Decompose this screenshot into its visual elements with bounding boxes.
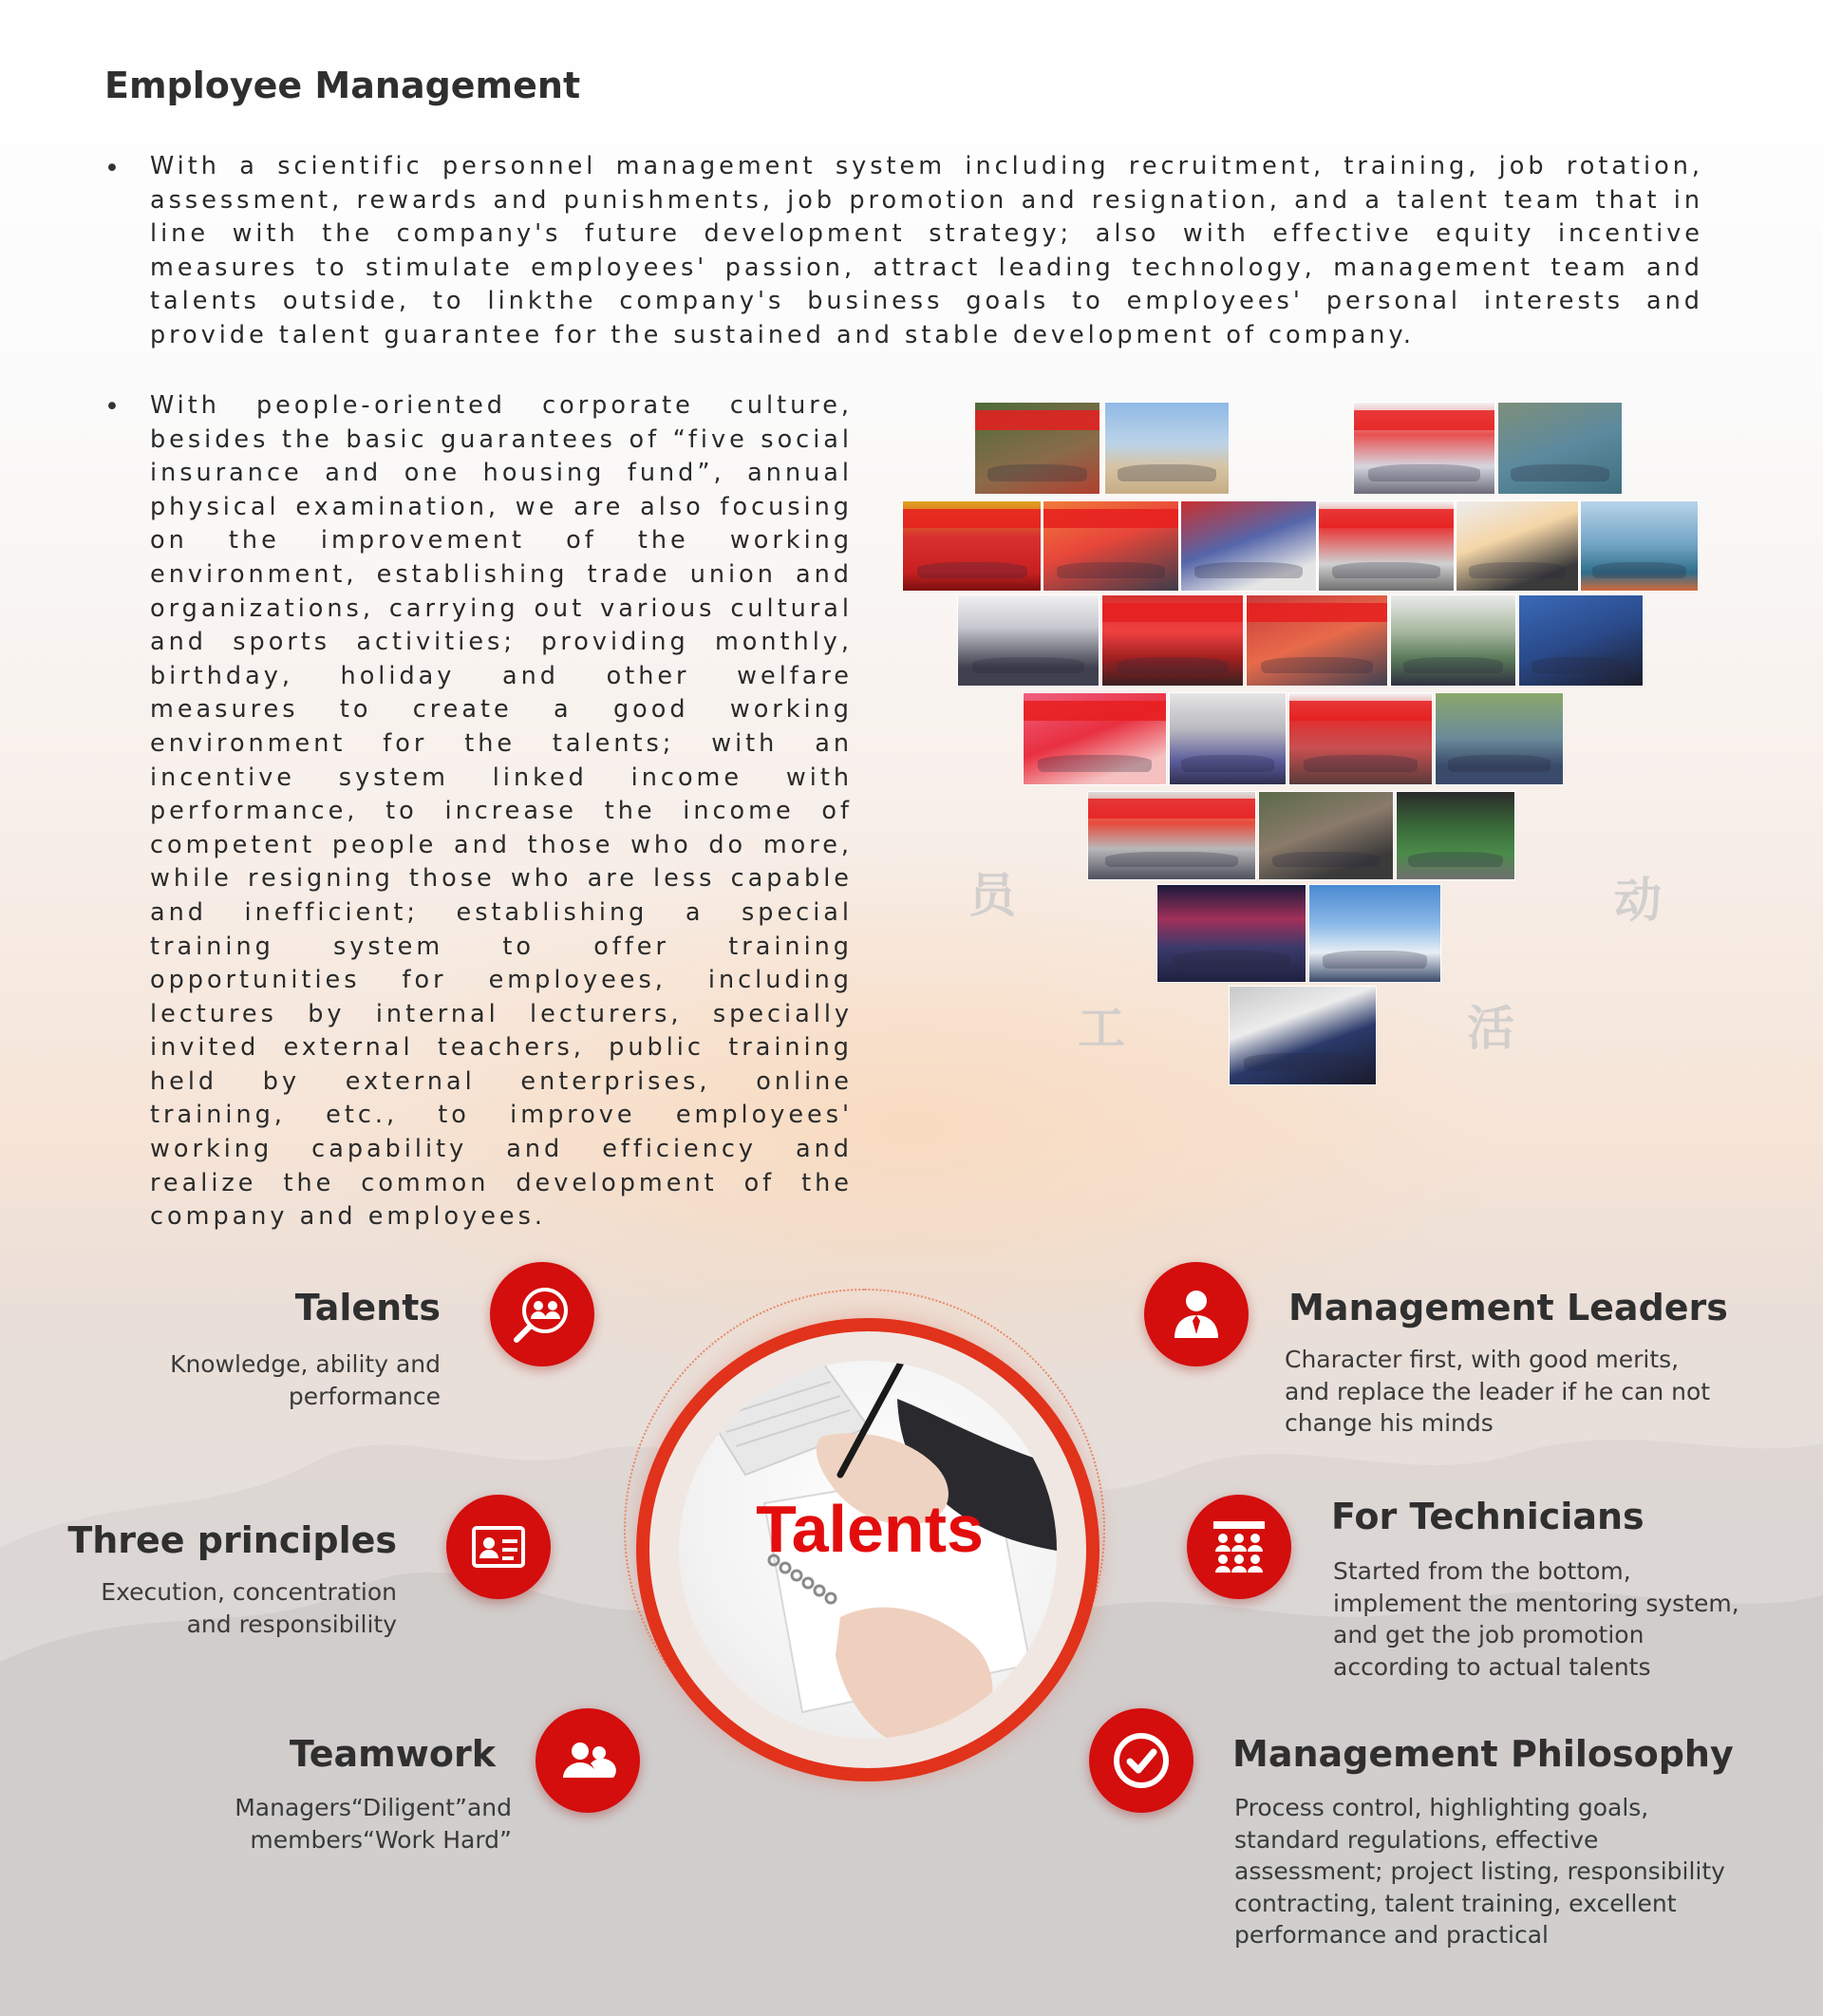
activity-photo [1043,500,1179,592]
talents-desc: Knowledge, ability and performance [170,1350,441,1410]
activity-photo [1308,884,1441,983]
bullet: • [104,154,120,183]
activity-photo [957,594,1099,687]
id-card-icon [470,1518,527,1575]
collage-caption-char: 动 [1614,872,1662,928]
three-principles-desc: Execution, concentration and responsibility [101,1578,397,1638]
talents-icon-badge [490,1262,594,1366]
activity-photo [1229,986,1377,1085]
activity-photo [1180,500,1317,592]
management-philosophy-title: Management Philosophy [1232,1733,1734,1775]
collage-caption-char: 工 [1078,1000,1125,1056]
activity-photo [1518,594,1644,687]
management-leaders-desc: Character first, with good merits, and replace the leader if he can not change his minds [1285,1346,1711,1437]
activity-photo [902,500,1042,592]
activity-photo [1353,402,1495,495]
collage-caption-char: 员 [968,867,1016,923]
activity-photo [1497,402,1623,495]
paragraph-personnel-system: With a scientific personnel management system including recruitment, training, job rotation, assessment, rewards and punishments, job promotion and resignation, and a talent team that in line with the company's future development strategy; also with effective equity incentive measures to stimulate employees' passion, attract leading technology, management team and talents outside, to linkthe company's business goals to employees' personal interests and provide talent guarantee for the sustained and stable development of company. [150,152,1703,349]
talents-title: Talents [294,1287,441,1328]
activity-photo [1318,500,1455,592]
activity-photo [1023,692,1167,785]
collage-caption-char: 活 [1467,1000,1514,1056]
talent-search-icon [511,1283,573,1346]
activity-photo [1396,791,1515,880]
activity-photo [1390,594,1516,687]
activity-photo [1101,594,1244,687]
activity-photo [1104,402,1230,495]
activity-photo [1580,500,1699,592]
three-principles-icon-badge [446,1495,551,1599]
for-technicians-desc: Started from the bottom, implement the mentoring system, and get the job promotion according to actual talents [1333,1557,1739,1681]
bullet: • [104,392,120,422]
leader-icon [1167,1285,1226,1344]
activity-photo [1288,692,1433,785]
page-title: Employee Management [104,65,581,106]
activity-photo [1258,791,1394,880]
activity-photo [1087,791,1256,880]
three-principles-title: Three principles [67,1519,397,1561]
management-leaders-title: Management Leaders [1288,1287,1728,1328]
teamwork-title: Teamwork [289,1733,496,1775]
teamwork-desc: Managers“Diligent”and members“Work Hard” [235,1794,512,1854]
activity-photo [974,402,1100,495]
employee-activities-collage [902,402,1709,1085]
activity-photo [1456,500,1579,592]
management-leaders-icon-badge [1144,1262,1249,1366]
technicians-icon [1208,1516,1270,1578]
center-label-text: Talents [756,1492,984,1566]
activity-photo [1246,594,1388,687]
team-icon [557,1730,618,1791]
activity-photo [1156,884,1306,983]
checkmark-icon [1110,1729,1173,1792]
paragraph-corporate-culture: With people-oriented corporate culture, besides the basic guarantees of “five social insurance and one housing fund”, annual physical examination, we are also focusing on the improvement of the working environment, establishing trade union and organizations, carrying out various cultural and sports activities; providing monthly, birthday, holiday and other welfare measures to create a good working environment for the talents; with an incentive system linked income with performance, to increase the income of competent people and those who do more, while resigning those who are less capable and inefficient; establishing a special training system to offer training opportunities for employees, including lectures by internal lecturers, specially invited external teachers, public training held by external enterprises, online training, etc., to improve employees' working capability and efficiency and realize the common development of the company and employees. [150,391,853,1232]
management-philosophy-desc: Process control, highlighting goals, standard regulations, effective assessment; project listing, responsibility contracting, talent training, excellent performance and practical [1234,1794,1725,1949]
activity-photo [1435,692,1564,785]
management-philosophy-icon-badge [1089,1708,1193,1813]
teamwork-icon-badge [536,1708,640,1813]
activity-photo [1169,692,1287,785]
for-technicians-icon-badge [1187,1495,1291,1599]
for-technicians-title: For Technicians [1331,1496,1644,1537]
